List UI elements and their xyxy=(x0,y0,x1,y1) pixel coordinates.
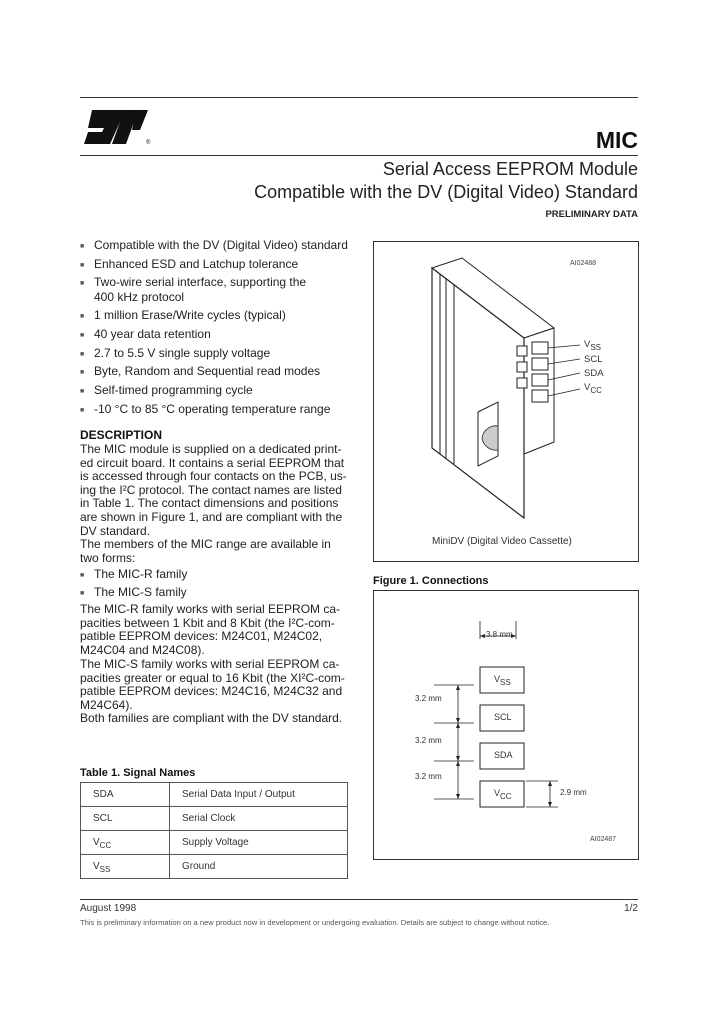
connections-figure-ref: AI02487 xyxy=(590,836,617,843)
page-title-line-2: Compatible with the DV (Digital Video) Standard xyxy=(254,182,638,202)
bullet-icon: ■ xyxy=(80,351,85,358)
description-paragraph-1: The MIC module is supplied on a dedicated print- ed circuit board. It contains a serial EEPROM that is accessed through four contacts on the PCB, us- ing the I²C protocol. The contact names are listed in Table 1. The contact dimensions and positions are shown in Figure 1, and are compliant with the DV standard. xyxy=(80,442,347,538)
figure-1-title: Figure 1. Connections xyxy=(373,575,489,587)
footer-note: This is preliminary information on a new product now in development or undergoing evaluation. Details are subject to change without notice. xyxy=(80,918,550,927)
table-row xyxy=(81,783,348,807)
signal-cell: SCL xyxy=(81,807,170,831)
description-paragraph-2: The members of the MIC range are available in two forms: xyxy=(80,537,331,565)
family-item: ■ The MIC-S family xyxy=(80,585,187,599)
feature-item-continuation: 400 kHz protocol xyxy=(94,290,185,304)
width-dimension-label: 3.8 mm xyxy=(486,630,513,639)
page-title-line-1: Serial Access EEPROM Module xyxy=(382,159,638,179)
bullet-icon: ■ xyxy=(80,572,85,579)
feature-item: ■ 2.7 to 5.5 V single supply voltage xyxy=(80,346,271,360)
contact-label-scl: SCL xyxy=(494,712,512,722)
cassette-figure-ref: AI02488 xyxy=(570,260,597,267)
header-mid-rule xyxy=(80,155,638,156)
signal-name-cell: Ground xyxy=(170,855,348,879)
bullet-icon: ■ xyxy=(80,388,85,395)
product-name: MIC xyxy=(595,127,638,153)
bullet-icon: ■ xyxy=(80,243,85,250)
contact-label-vcc: $V_{CC}$ xyxy=(494,788,512,801)
description-paragraph-4: The MIC-S family works with serial EEPROM ca- pacities greater or equal to 16 Kbit (the XI²C-com- patible EEPROM devices: M24C16, M24C32 and M24C64). xyxy=(80,657,345,712)
footer-rule xyxy=(80,899,638,900)
pitch-dimension-label: 3.2 mm xyxy=(415,772,442,781)
pitch-dimension-label: 3.2 mm xyxy=(415,736,442,745)
feature-item: ■ Self-timed programming cycle xyxy=(80,383,253,397)
description-paragraph-5: Both families are compliant with the DV standard. xyxy=(80,711,343,725)
height-dimension-label: 2.9 mm xyxy=(560,788,587,797)
bullet-icon: ■ xyxy=(80,590,85,597)
bullet-icon: ■ xyxy=(80,407,85,414)
feature-item: ■ 1 million Erase/Write cycles (typical) xyxy=(80,308,286,322)
description-heading: DESCRIPTION xyxy=(80,428,163,442)
signal-name-cell: Supply Voltage xyxy=(170,831,348,855)
signal-cell: SDA xyxy=(81,783,170,807)
table-row xyxy=(81,855,348,879)
signal-names-table xyxy=(80,782,348,879)
signal-cell: $V_{CC}$ xyxy=(81,831,170,855)
footer-date: August 1998 xyxy=(80,903,137,914)
table-row xyxy=(81,807,348,831)
signal-name-cell: Serial Data Input / Output xyxy=(170,783,348,807)
st-logo-icon xyxy=(80,104,160,150)
signal-name-cell: Serial Clock xyxy=(170,807,348,831)
bullet-icon: ■ xyxy=(80,313,85,320)
minidv-cassette-illustration xyxy=(374,242,636,559)
feature-item: ■ -10 °C to 85 °C operating temperature range xyxy=(80,402,331,416)
cassette-caption: MiniDV (Digital Video Cassette) xyxy=(432,536,572,547)
description-paragraph-3: The MIC-R family works with serial EEPROM ca- pacities between 1 Kbit and 8 Kbit (the I²C-com- patible EEPROM devices: M24C01, M24C02, M24C04 and M24C08). xyxy=(80,602,341,657)
cassette-label-scl: SCL xyxy=(584,354,603,365)
contact-label-sda: SDA xyxy=(494,750,513,760)
signal-cell: $V_{SS}$ xyxy=(81,855,170,879)
feature-item: ■ Compatible with the DV (Digital Video) standard xyxy=(80,238,348,252)
cassette-label-vss: $V_{SS}$ xyxy=(584,339,602,352)
feature-item: ■ 40 year data retention xyxy=(80,327,211,341)
bullet-icon: ■ xyxy=(80,280,85,287)
table-row xyxy=(81,831,348,855)
preliminary-badge: PRELIMINARY DATA xyxy=(545,209,638,220)
feature-item: ■ Two-wire serial interface, supporting the xyxy=(80,275,307,289)
contact-label-vss: $V_{SS}$ xyxy=(494,674,511,687)
bullet-icon: ■ xyxy=(80,369,85,376)
header-top-rule xyxy=(80,97,638,98)
table-title: Table 1. Signal Names xyxy=(80,767,196,779)
bullet-icon: ■ xyxy=(80,332,85,339)
bullet-icon: ■ xyxy=(80,262,85,269)
cassette-label-sda: SDA xyxy=(584,368,604,379)
feature-item: ■ Enhanced ESD and Latchup tolerance xyxy=(80,257,299,271)
svg-text:®: ® xyxy=(146,140,151,146)
cassette-label-vcc: $V_{CC}$ xyxy=(584,382,602,395)
family-item: ■ The MIC-R family xyxy=(80,567,188,581)
feature-item: ■ Byte, Random and Sequential read modes xyxy=(80,364,321,378)
pitch-dimension-label: 3.2 mm xyxy=(415,694,442,703)
page-number: 1/2 xyxy=(624,903,638,914)
